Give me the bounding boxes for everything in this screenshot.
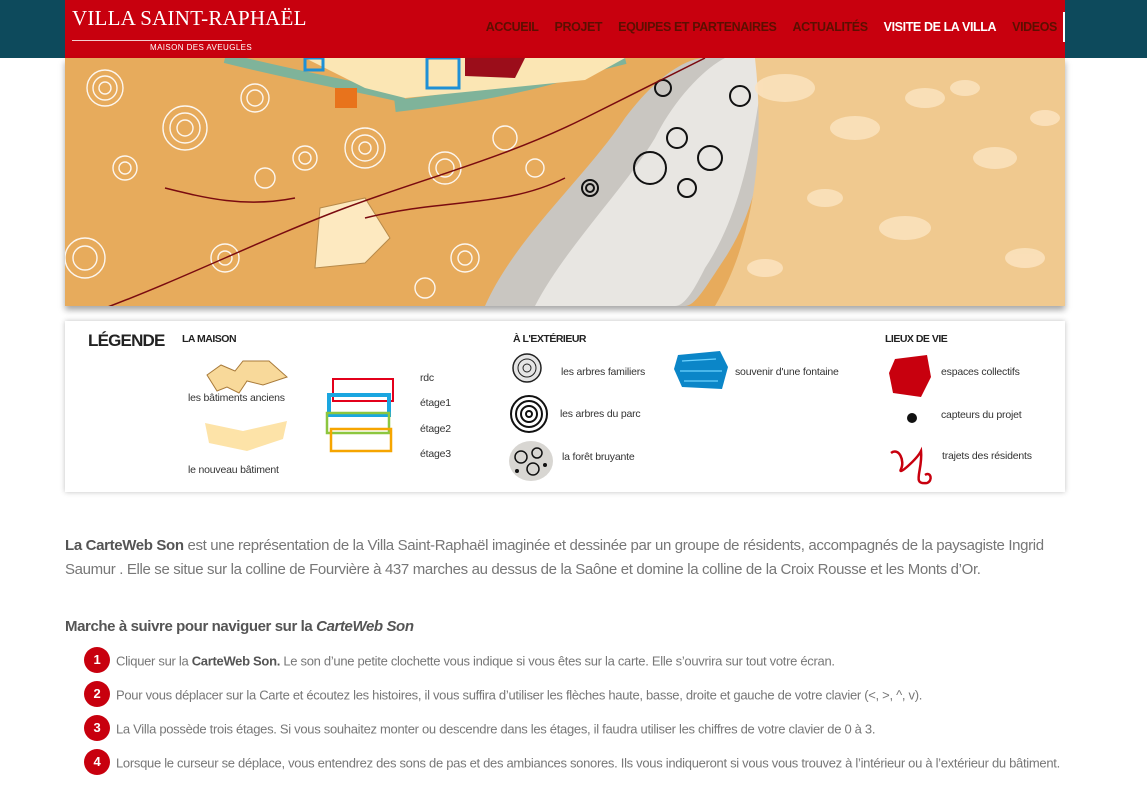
- logo-divider: [72, 40, 242, 41]
- floors-icon: [323, 373, 409, 457]
- legend-paths: trajets des résidents: [942, 450, 1032, 462]
- step-item: [84, 649, 1069, 675]
- nav-equipes[interactable]: EQUIPES ET PARTENAIRES: [618, 20, 777, 34]
- logo-title: VILLA SAINT-RAPHAËL: [72, 6, 307, 30]
- legend-floor-1: étage1: [420, 397, 451, 409]
- main-nav: [486, 20, 1057, 34]
- resident-paths-icon: [887, 441, 935, 489]
- legend-sensors: capteurs du projet: [941, 409, 1022, 421]
- step-number-badge: 1: [84, 647, 110, 673]
- old-buildings-icon: [203, 355, 293, 395]
- sensor-icon: [905, 411, 919, 425]
- map-legend: [65, 321, 1065, 492]
- step-item: [84, 751, 1069, 777]
- legend-exterieur-heading: À L'EXTÉRIEUR: [513, 333, 587, 345]
- legend-floor-3: étage3: [420, 448, 451, 460]
- steps-title-em: CarteWeb Son: [316, 618, 414, 635]
- step-number-badge: 3: [84, 715, 110, 741]
- steps-title-prefix: Marche à suivre pour naviguer sur la: [65, 618, 317, 635]
- legend-new-building: le nouveau bâtiment: [188, 464, 279, 476]
- step-pre: Cliquer sur la: [116, 653, 192, 669]
- step-item: [84, 717, 1069, 743]
- nav-accueil[interactable]: ACCUEIL: [485, 20, 539, 34]
- logo-subtitle: MAISON DES AVEUGLES: [150, 43, 253, 52]
- legend-floor-rdc: rdc: [420, 372, 434, 384]
- step-number-badge: 4: [84, 749, 110, 775]
- legend-old-buildings: les bâtiments anciens: [188, 392, 285, 404]
- step-text: La Villa possède trois étages. Si vous souhaitez monter ou descendre dans les étages, il faudra utiliser les chiffres de votre clavier de 0 à 3.: [116, 721, 876, 737]
- noisy-forest-icon: [507, 439, 555, 483]
- legend-lieux-heading: LIEUX DE VIE: [885, 333, 948, 345]
- familiar-trees-icon: [511, 352, 543, 384]
- step-item: [84, 683, 1069, 709]
- legend-title: LÉGENDE: [88, 331, 165, 350]
- carte-web-son-map[interactable]: [65, 58, 1065, 306]
- steps-title: [65, 618, 414, 635]
- site-header: [65, 0, 1065, 58]
- intro-paragraph: [65, 534, 1065, 582]
- step-text: Lorsque le curseur se déplace, vous entendrez des sons de pas et des ambiances sonores. Ils vous indiqueront si vous vous trouvez à l’intérieur ou à l’extérieur du bâtiment.: [116, 755, 1060, 771]
- nav-actualites[interactable]: ACTUALITÉS: [792, 20, 868, 34]
- step-bold: CarteWeb Son.: [191, 653, 281, 669]
- nav-edge-divider: [1063, 12, 1065, 42]
- step-text: Le son d’une petite clochette vous indique si vous êtes sur la carte. Elle s’ouvrira sur tout votre écran.: [280, 653, 835, 669]
- legend-fountain: souvenir d'une fontaine: [735, 366, 839, 378]
- step-number-badge: 2: [84, 681, 110, 707]
- park-trees-icon: [509, 394, 549, 434]
- nav-projet[interactable]: PROJET: [554, 20, 603, 34]
- new-building-icon: [203, 417, 293, 453]
- map-illustration: [65, 58, 1065, 306]
- legend-collective: espaces collectifs: [941, 366, 1020, 378]
- intro-text: est une représentation de la Villa Saint-Raphaël imaginée et dessinée par un groupe de résidents, accompagnés de la paysagiste Ingrid Saumur . Elle se situe sur la colline de Fourvière à 437 marches au dessus de la Saône et domine la colline de la Croix Rousse et les Monts d’Or.: [65, 537, 1044, 578]
- site-logo[interactable]: [72, 6, 307, 52]
- nav-visite[interactable]: VISITE DE LA VILLA: [883, 20, 997, 34]
- legend-noisy-forest: la forêt bruyante: [562, 451, 635, 463]
- nav-videos[interactable]: VIDEOS: [1012, 20, 1057, 34]
- legend-park-trees: les arbres du parc: [560, 408, 641, 420]
- collective-spaces-icon: [887, 353, 933, 399]
- legend-floor-2: étage2: [420, 423, 451, 435]
- fountain-icon: [672, 347, 730, 393]
- legend-familiar-trees: les arbres familiers: [561, 366, 646, 378]
- legend-maison-heading: LA MAISON: [182, 333, 237, 345]
- step-text: Pour vous déplacer sur la Carte et écoutez les histoires, il vous suffira d’utiliser les flèches haute, basse, droite et gauche de votre clavier (<, >, ^, v).: [116, 687, 923, 703]
- intro-brand: La CarteWeb Son: [65, 537, 184, 554]
